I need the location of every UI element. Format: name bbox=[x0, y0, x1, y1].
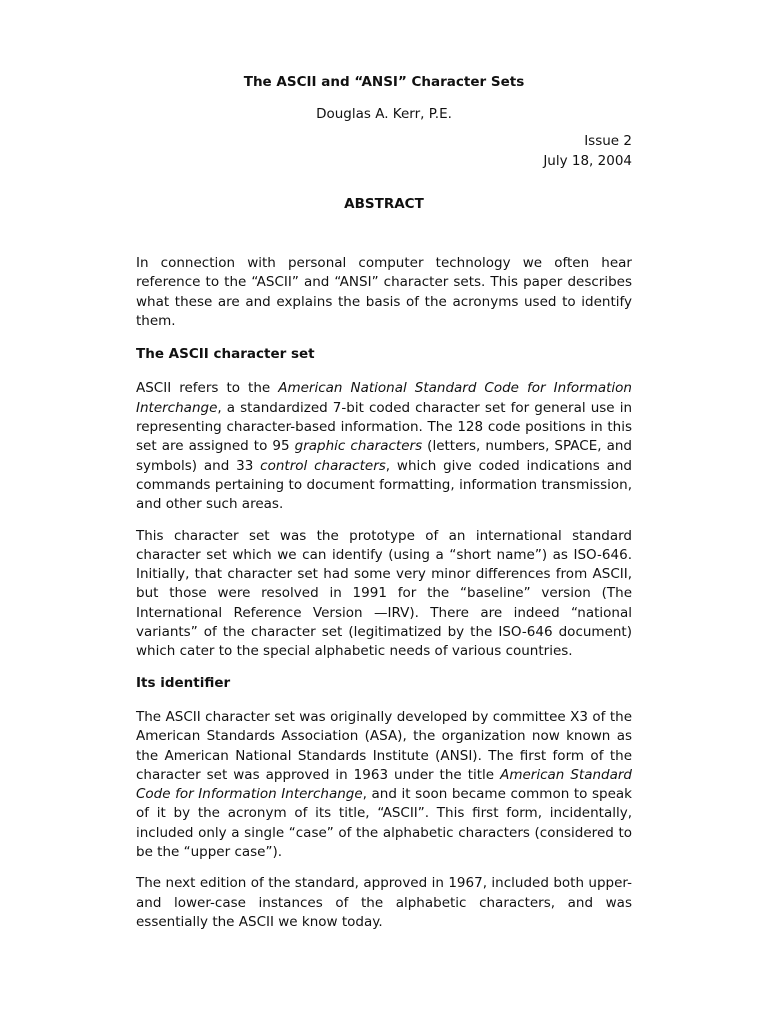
section-heading-ascii-character-set: The ASCII character set bbox=[136, 346, 315, 363]
section2-paragraph-1 bbox=[136, 708, 632, 862]
section2-paragraph-2: The next edition of the standard, approved in 1967, included both upper- and lower-case instances of the alphabetic characters, and was essentially the ASCII we know today. bbox=[136, 875, 632, 930]
text-run: , a standardized 7-bit coded character set for general use in representing character-based information. The 128 code positions in this set are assigned to 95 bbox=[136, 399, 632, 455]
text-run: (letters, numbers, SPACE, and symbols) and 33 bbox=[136, 438, 632, 474]
italic-term: American National Standard Code for Information Interchange bbox=[136, 380, 632, 416]
abstract-heading: ABSTRACT bbox=[344, 196, 424, 212]
document-body bbox=[136, 254, 632, 944]
section-heading-its-identifier: Its identifier bbox=[136, 674, 231, 691]
section1-paragraph-2: This character set was the prototype of an international standard character set which we can identify (using a “short name”) as ISO-646. Initially, that character set had some very minor differences from ASCII, but those were resolved in 1991 for the “baseline” version (The International Reference Version —IRV). There are indeed “national variants” of the character set (legitimatized by the ISO-646 document) which cater to the special alphabetic needs of various countries. bbox=[136, 527, 632, 660]
issue-block bbox=[543, 132, 632, 171]
issue-number: Issue 2 bbox=[584, 133, 632, 149]
text-run: ASCII refers to the bbox=[136, 380, 279, 397]
italic-term: graphic characters bbox=[294, 438, 423, 455]
italic-term: American Standard Code for Information Interchange bbox=[136, 766, 632, 803]
document-author: Douglas A. Kerr, P.E. bbox=[316, 106, 452, 122]
document-title: The ASCII and “ANSI” Character Sets bbox=[243, 74, 525, 90]
text-run: , and it soon became common to speak of it by the acronym of its title, “ASCII”. This first form, incidentally, included only a single “case” of the alphabetic characters (considered to be the “upper case”). bbox=[136, 786, 633, 861]
section1-paragraph-1 bbox=[136, 379, 632, 514]
abstract-paragraph: In connection with personal computer technology we often hear reference to the “ASCII” and “ANSI” character sets. This paper describes what these are and explains the basis of the acronyms used to identify them. bbox=[136, 255, 632, 329]
italic-term: control characters bbox=[260, 457, 386, 474]
text-run: The ASCII character set was originally developed by committee X3 of the American Standards Association (ASA), the organization now known as the American National Standards Institute (ANSI). The first form of the character set was approved in 1963 under the title bbox=[136, 708, 632, 783]
text-run: , which give coded indications and commands pertaining to document formatting, information transmission, and other such areas. bbox=[136, 457, 632, 513]
issue-date: July 18, 2004 bbox=[543, 152, 632, 169]
